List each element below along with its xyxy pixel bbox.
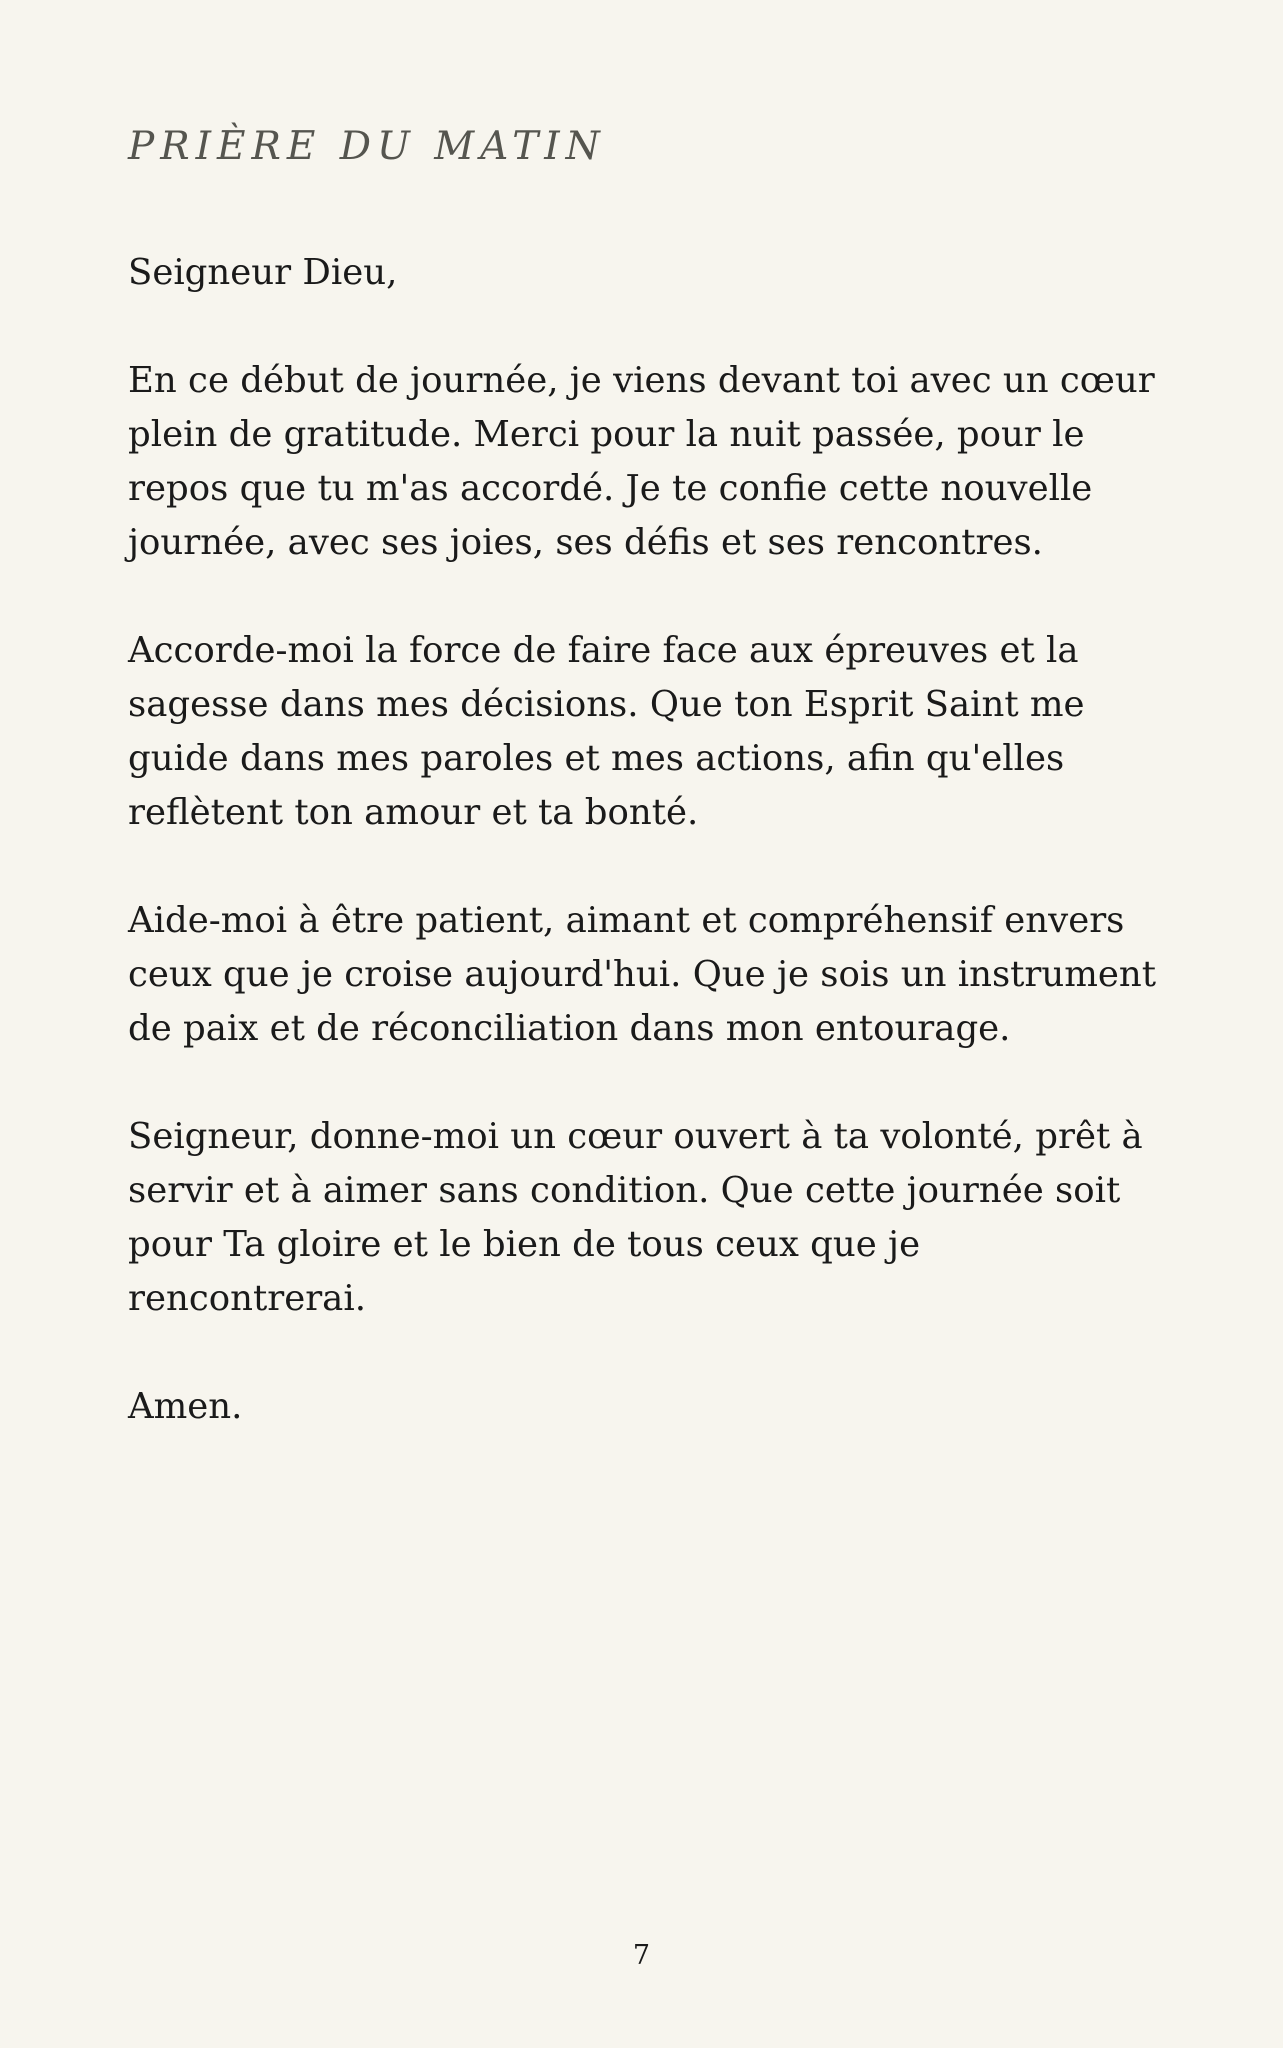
page-number: 7 [632,1940,651,1971]
closing: Amen. [128,1386,243,1427]
page-title: PRIÈRE DU MATIN [128,124,606,169]
prayer-body [128,246,1168,1488]
salutation: Seigneur Dieu, [128,252,398,293]
paragraph: Seigneur, donne-moi un cœur ouvert à ta volonté, prêt à servir et à aimer sans condition. Que cette journée soit pour Ta gloire et le bien de tous ceux que je rencontrerai. [128,1116,1143,1319]
paragraph: Aide-moi à être patient, aimant et compréhensif envers ceux que je croise aujourd'hui. Que je sois un instrument de paix et de réconciliation dans mon entourage. [128,900,1157,1049]
paragraph: En ce début de journée, je viens devant toi avec un cœur plein de gratitude. Merci pour la nuit passée, pour le repos que tu m'as accordé. Je te confie cette nouvelle journée, avec ses joies, ses défis et ses rencontres. [128,360,1155,563]
paragraph: Accorde-moi la force de faire face aux épreuves et la sagesse dans mes décisions. Que ton Esprit Saint me guide dans mes paroles et mes actions, afin qu'elles reflètent ton amour et ta bonté. [128,630,1085,833]
